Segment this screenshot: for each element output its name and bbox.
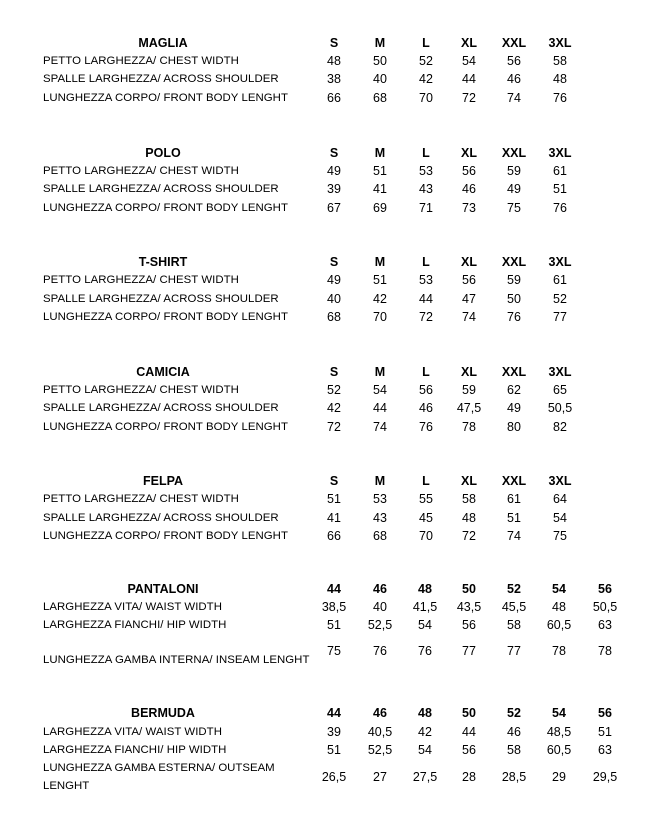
measure-value: 63 [598,743,612,757]
measure-value: 72 [327,420,341,434]
measure-value: 74 [507,91,521,105]
size-heading: XXL [501,474,527,488]
measure-value: 54 [418,743,432,757]
measure-value: 77 [462,644,476,658]
measure-value: 78 [552,644,566,658]
measure-value: 47,5 [456,401,482,415]
size-heading: 3XL [548,474,572,488]
measure-value: 51 [373,164,387,178]
table-title: T-SHIRT [138,255,188,269]
measure-value: 63 [598,618,612,632]
measure-value: 66 [327,91,341,105]
measure-value: 27 [373,770,387,784]
size-heading: S [329,474,339,488]
measure-value: 60,5 [546,743,572,757]
measure-value: 41,5 [412,600,438,614]
measure-value: 42 [327,401,341,415]
table-row [0,759,653,795]
measure-value: 58 [507,743,521,757]
measure-label: SPALLE LARGHEZZA/ ACROSS SHOULDER [43,183,279,195]
measure-value: 40,5 [367,725,393,739]
measure-label: LUNGHEZZA GAMBA INTERNA/ INSEAM LENGHT [43,654,310,666]
measure-value: 78 [598,644,612,658]
size-heading: 54 [552,582,566,596]
measure-value: 49 [507,401,521,415]
table-header [0,704,653,722]
measure-value: 51 [327,492,341,506]
measure-value: 76 [553,201,567,215]
measure-value: 52 [553,292,567,306]
measure-value: 29,5 [592,770,618,784]
size-heading: 50 [462,582,476,596]
measure-label: LUNGHEZZA GAMBA ESTERNA/ OUTSEAM LENGHT [43,762,275,792]
measure-value: 49 [507,182,521,196]
measure-value: 44 [462,725,476,739]
measure-label: SPALLE LARGHEZZA/ ACROSS SHOULDER [43,402,279,414]
size-heading: L [422,365,430,379]
measure-label: SPALLE LARGHEZZA/ ACROSS SHOULDER [43,73,279,85]
table-title: FELPA [142,474,184,488]
measure-value: 59 [462,383,476,397]
measure-value: 42 [373,292,387,306]
size-heading: XXL [501,36,527,50]
size-heading: XL [461,146,477,160]
measure-value: 45,5 [501,600,527,614]
measure-value: 74 [462,310,476,324]
measure-value: 40 [373,600,387,614]
table-row [0,399,653,417]
measure-value: 51 [327,618,341,632]
size-heading: 46 [373,706,387,720]
measure-value: 52,5 [367,743,393,757]
measure-value: 67 [327,201,341,215]
table-row [0,180,653,198]
measure-value: 46 [507,72,521,86]
measure-value: 40 [327,292,341,306]
measure-value: 38,5 [321,600,347,614]
measure-value: 46 [462,182,476,196]
measure-value: 51 [327,743,341,757]
table-row [0,509,653,527]
size-heading: XXL [501,146,527,160]
measure-value: 44 [419,292,433,306]
measure-value: 73 [462,201,476,215]
measure-value: 59 [507,273,521,287]
table-row [0,89,653,107]
measure-value: 69 [373,201,387,215]
measure-value: 28,5 [501,770,527,784]
measure-value: 45 [419,511,433,525]
measure-value: 38 [327,72,341,86]
measure-value: 40 [373,72,387,86]
measure-label: LARGHEZZA VITA/ WAIST WIDTH [43,726,222,738]
measure-value: 43,5 [456,600,482,614]
table-header [0,34,653,52]
measure-label: SPALLE LARGHEZZA/ ACROSS SHOULDER [43,512,279,524]
measure-value: 49 [327,273,341,287]
size-heading: L [422,36,430,50]
measure-value: 58 [553,54,567,68]
measure-value: 77 [507,644,521,658]
size-heading: 56 [598,706,612,720]
measure-value: 70 [419,529,433,543]
measure-label: PETTO LARGHEZZA/ CHEST WIDTH [43,165,239,177]
size-heading: 3XL [548,146,572,160]
measure-value: 61 [553,273,567,287]
measure-value: 44 [373,401,387,415]
measure-value: 54 [418,618,432,632]
measure-value: 76 [553,91,567,105]
table-header [0,472,653,490]
measure-value: 68 [373,91,387,105]
size-heading: S [329,36,339,50]
measure-value: 29 [552,770,566,784]
size-heading: S [329,146,339,160]
measure-value: 74 [507,529,521,543]
size-heading: M [374,146,386,160]
table-row [0,642,653,668]
measure-label: PETTO LARGHEZZA/ CHEST WIDTH [43,274,239,286]
size-heading: XL [461,474,477,488]
size-heading: M [374,36,386,50]
size-heading: 48 [418,582,432,596]
measure-value: 39 [327,182,341,196]
measure-value: 66 [327,529,341,543]
size-heading: 44 [327,706,341,720]
measure-value: 46 [419,401,433,415]
table-row [0,271,653,289]
measure-value: 76 [373,644,387,658]
measure-value: 58 [507,618,521,632]
measure-value: 41 [373,182,387,196]
measure-value: 72 [462,91,476,105]
measure-value: 52 [419,54,433,68]
measure-value: 49 [327,164,341,178]
size-heading: M [374,365,386,379]
measure-value: 53 [419,273,433,287]
measure-value: 71 [419,201,433,215]
table-row [0,723,653,741]
measure-value: 62 [507,383,521,397]
measure-label: PETTO LARGHEZZA/ CHEST WIDTH [43,493,239,505]
measure-value: 74 [373,420,387,434]
size-heading: 52 [507,582,521,596]
table-header [0,580,653,598]
measure-value: 48,5 [546,725,572,739]
measure-value: 51 [598,725,612,739]
measure-value: 50 [507,292,521,306]
measure-value: 53 [373,492,387,506]
measure-value: 50,5 [547,401,573,415]
measure-value: 51 [373,273,387,287]
measure-value: 54 [373,383,387,397]
size-heading: XL [461,255,477,269]
measure-value: 56 [462,164,476,178]
measure-label: SPALLE LARGHEZZA/ ACROSS SHOULDER [43,293,279,305]
table-title: CAMICIA [136,365,190,379]
measure-value: 56 [507,54,521,68]
measure-value: 72 [462,529,476,543]
size-heading: 44 [327,582,341,596]
table-row [0,598,653,616]
table-header [0,253,653,271]
measure-value: 55 [419,492,433,506]
measure-value: 26,5 [321,770,347,784]
size-heading: 46 [373,582,387,596]
measure-value: 54 [553,511,567,525]
size-heading: 3XL [548,36,572,50]
measure-value: 27,5 [412,770,438,784]
table-row [0,70,653,88]
size-heading: XXL [501,255,527,269]
table-title: MAGLIA [138,36,188,50]
table-row [0,741,653,759]
measure-value: 51 [553,182,567,196]
measure-value: 70 [419,91,433,105]
size-heading: S [329,255,339,269]
table-row [0,52,653,70]
table-header [0,144,653,162]
measure-value: 56 [462,618,476,632]
measure-value: 76 [507,310,521,324]
table-row [0,162,653,180]
measure-value: 61 [553,164,567,178]
measure-value: 51 [507,511,521,525]
measure-value: 50 [373,54,387,68]
measure-value: 41 [327,511,341,525]
measure-value: 75 [507,201,521,215]
measure-value: 42 [418,725,432,739]
measure-value: 43 [419,182,433,196]
measure-value: 48 [553,72,567,86]
table-row [0,290,653,308]
table-row [0,381,653,399]
size-heading: 3XL [548,365,572,379]
measure-value: 78 [462,420,476,434]
measure-value: 70 [373,310,387,324]
measure-value: 54 [462,54,476,68]
measure-label: LARGHEZZA VITA/ WAIST WIDTH [43,601,222,613]
measure-label: LARGHEZZA FIANCHI/ HIP WIDTH [43,619,227,631]
measure-value: 75 [553,529,567,543]
table-row [0,490,653,508]
measure-label: LUNGHEZZA CORPO/ FRONT BODY LENGHT [43,421,288,433]
measure-value: 47 [462,292,476,306]
measure-value: 56 [462,743,476,757]
table-header [0,363,653,381]
measure-value: 58 [462,492,476,506]
measure-label: LUNGHEZZA CORPO/ FRONT BODY LENGHT [43,311,288,323]
size-heading: 48 [418,706,432,720]
size-heading: XL [461,36,477,50]
measure-label: LUNGHEZZA CORPO/ FRONT BODY LENGHT [43,202,288,214]
size-heading: M [374,474,386,488]
measure-value: 53 [419,164,433,178]
measure-value: 68 [373,529,387,543]
measure-value: 50,5 [592,600,618,614]
measure-value: 68 [327,310,341,324]
measure-value: 82 [553,420,567,434]
table-row [0,199,653,217]
measure-value: 72 [419,310,433,324]
measure-label: PETTO LARGHEZZA/ CHEST WIDTH [43,55,239,67]
size-heading: 50 [462,706,476,720]
measure-label: PETTO LARGHEZZA/ CHEST WIDTH [43,384,239,396]
table-title: POLO [145,146,181,160]
size-heading: S [329,365,339,379]
measure-value: 61 [507,492,521,506]
measure-value: 64 [553,492,567,506]
size-heading: L [422,474,430,488]
table-title: BERMUDA [131,706,195,720]
measure-value: 39 [327,725,341,739]
table-row [0,616,653,634]
measure-value: 52,5 [367,618,393,632]
table-title: PANTALONI [127,582,199,596]
measure-value: 52 [327,383,341,397]
measure-value: 44 [462,72,476,86]
measure-value: 28 [462,770,476,784]
measure-value: 46 [507,725,521,739]
measure-value: 48 [327,54,341,68]
table-row [0,527,653,545]
size-heading: L [422,146,430,160]
measure-value: 43 [373,511,387,525]
size-heading: L [422,255,430,269]
measure-value: 76 [418,644,432,658]
measure-value: 59 [507,164,521,178]
measure-value: 75 [327,644,341,658]
measure-value: 42 [419,72,433,86]
measure-value: 77 [553,310,567,324]
measure-value: 56 [462,273,476,287]
measure-label: LARGHEZZA FIANCHI/ HIP WIDTH [43,744,227,756]
measure-label: LUNGHEZZA CORPO/ FRONT BODY LENGHT [43,530,288,542]
size-heading: 56 [598,582,612,596]
measure-value: 60,5 [546,618,572,632]
size-heading: 54 [552,706,566,720]
measure-value: 56 [419,383,433,397]
table-row [0,418,653,436]
table-row [0,308,653,326]
size-heading: 3XL [548,255,572,269]
size-heading: XXL [501,365,527,379]
size-heading: M [374,255,386,269]
size-heading: 52 [507,706,521,720]
measure-label: LUNGHEZZA CORPO/ FRONT BODY LENGHT [43,92,288,104]
measure-value: 48 [552,600,566,614]
measure-value: 80 [507,420,521,434]
measure-value: 48 [462,511,476,525]
size-heading: XL [461,365,477,379]
measure-value: 65 [553,383,567,397]
measure-value: 76 [419,420,433,434]
